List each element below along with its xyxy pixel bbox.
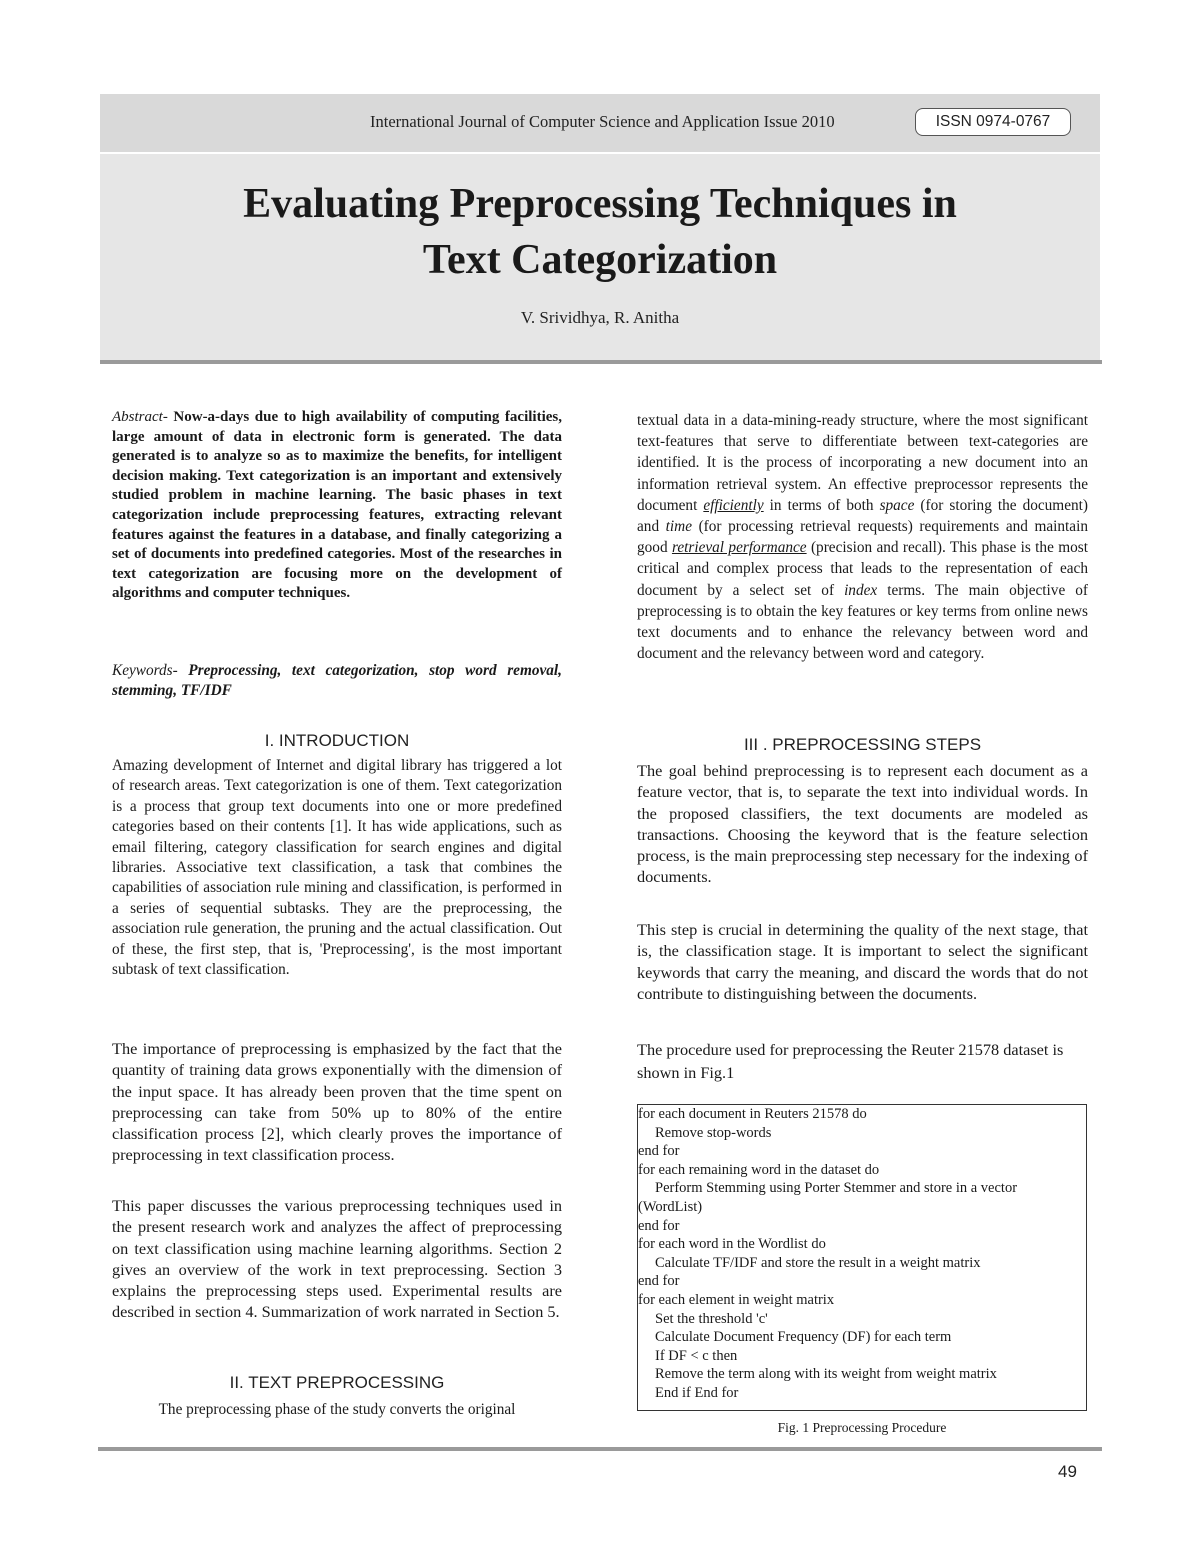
- emphasis-efficiently: efficiently: [703, 496, 764, 514]
- text-run: (for storing the document) and: [637, 496, 1088, 536]
- procedure-line: (WordList): [638, 1198, 703, 1215]
- figure-caption: Fig. 1 Preprocessing Procedure: [777, 1420, 947, 1435]
- intro-paragraph-3: This paper discusses the various preprocessing techniques used in the present research work and analyzes the affect of preprocessing on text classification using machine learning algorithms. Section 2 gives an overview of the work in text preprocessing. Section 3 explains the preprocessing steps used. Experimental results are described in section 4. Summarization of work narrated in Section 5.: [112, 1196, 562, 1322]
- abstract-text: Now-a-days due to high availability of computing facilities, large amount of data in electronic form is generated. The data generated is to analyze so as to maximize the benefits, for intelligent decision making. Text categorization is an important and extensively studied problem in machine learning. The basic phases in text categorization include preprocessing features, extracting relevant features against the features in a database, and finally categorizing a set of documents into predefined categories. Most of the researches in text categorization are focusing more on the development of algorithms and computer techniques.: [112, 409, 562, 602]
- emphasis-index: index: [844, 581, 878, 599]
- procedure-line: Remove stop-words: [655, 1124, 772, 1141]
- intro-paragraph-2: The importance of preprocessing is emphasized by the fact that the quantity of training data grows exponentially with the dimension of the input space. It has already been proven that the time spent on preprocessing can take from 50% up to 80% of the entire classification process [2], which clearly proves the importance of preprocessing in text classification process.: [112, 1039, 562, 1165]
- right-paragraph-4: The procedure used for preprocessing the Reuter 21578 dataset is shown in Fig.1: [637, 1040, 1064, 1082]
- emphasis-retrieval-performance: retrieval performance: [671, 539, 807, 557]
- right-paragraph-3: This step is crucial in determining the quality of the next stage, that is, the classification stage. It is important to select the significant keywords that carry the meaning, and discard the words that do not contribute to distinguishing between the documents.: [637, 920, 1088, 1003]
- procedure-line: end for: [638, 1217, 680, 1234]
- emphasis-time: time: [665, 518, 693, 536]
- title-band-rule: [100, 360, 1102, 364]
- text-run: textual data in a data-mining-ready structure, where the most significant text-features that serve to differentiate between text-categories are identified. It is the process of incorporating a new document into an information retrieval system. An effective preprocessor represents the document: [637, 412, 1088, 514]
- procedure-line: Set the threshold 'c': [655, 1310, 768, 1327]
- title-line-2: Text Categorization: [422, 237, 778, 283]
- right-paragraph-2: The goal behind preprocessing is to represent each document as a feature vector, that is, to separate the text into individual words. In the proposed classifiers, the text documents are modeled as transactions. Choosing the keyword that is the feature selection process, is the main preprocessing step necessary for the indexing of documents.: [637, 761, 1088, 887]
- procedure-line: for each word in the Wordlist do: [638, 1236, 826, 1253]
- keywords: [112, 661, 562, 701]
- emphasis-space: space: [879, 496, 915, 514]
- title-line-1: Evaluating Preprocessing Techniques in: [243, 181, 957, 227]
- intro-paragraph-1: Amazing development of Internet and digital library has triggered a lot of research areas. Text categorization is one of them. Text categorization is a process that group text documents into one or more predefined categories based on their contents [1]. It has wide applications, such as email filtering, category classification for search engines and digital libraries. Associative text classification, a task that combines the capabilities of association rule mining and classification, is performed in a series of sequential subtasks. They are the preprocessing, the association rule generation, the pruning and the actual classification. Out of these, the first step, that is, 'Preprocessing', is the most important subtask of text classification.: [112, 757, 562, 979]
- section-heading-introduction: I. INTRODUCTION: [264, 731, 410, 750]
- issn-badge: ISSN 0974-0767: [915, 108, 1071, 136]
- section-heading-preprocessing-steps: III . PREPROCESSING STEPS: [743, 735, 982, 754]
- procedure-line: Perform Stemming using Porter Stemmer and store in a vector: [655, 1180, 1018, 1197]
- preprocessing-procedure-box: [637, 1104, 1087, 1411]
- paper-authors: V. Srividhya, R. Anitha: [520, 308, 680, 327]
- journal-name: International Journal of Computer Science and Application Issue 2010: [370, 112, 835, 131]
- text-run: (precision and recall). This phase is the most critical and complex process that leads to the representation of each document by a select set of: [637, 539, 1088, 599]
- abstract: [112, 408, 562, 604]
- text-run: terms. The main objective of preprocessing is to obtain the key features or key terms from online news text documents and to enhance the relevancy between word and document and the relevancy between word and category.: [637, 581, 1088, 663]
- section-heading-text-preprocessing: II. TEXT PREPROCESSING: [229, 1373, 445, 1392]
- procedure-line: for each document in Reuters 21578 do: [638, 1106, 867, 1122]
- section2-first-line: The preprocessing phase of the study converts the original: [158, 1401, 516, 1418]
- procedure-line: for each element in weight matrix: [638, 1291, 835, 1308]
- text-run: in terms of both: [763, 496, 880, 514]
- text-run: (for processing retrieval requests) requirements and maintain good: [637, 518, 1088, 557]
- procedure-line: Calculate Document Frequency (DF) for each term: [655, 1329, 952, 1346]
- keywords-label: Keywords-: [112, 662, 178, 679]
- procedure-line: end for: [638, 1273, 680, 1290]
- right-paragraph-1: [637, 410, 1088, 664]
- procedure-line: for each remaining word in the dataset do: [638, 1161, 880, 1178]
- procedure-line: Remove the term along with its weight from weight matrix: [655, 1366, 997, 1383]
- procedure-line: End if End for: [655, 1384, 739, 1401]
- procedure-lines: [638, 1105, 1086, 1403]
- procedure-line: Calculate TF/IDF and store the result in a weight matrix: [655, 1254, 981, 1271]
- abstract-label: Abstract-: [112, 409, 168, 425]
- procedure-line: If DF < c then: [655, 1347, 738, 1364]
- paper-title: [100, 176, 1100, 288]
- keywords-text: Preprocessing, text categorization, stop word removal, stemming, TF/IDF: [112, 662, 562, 699]
- page-number: 49: [1058, 1462, 1077, 1481]
- procedure-line: end for: [638, 1143, 680, 1160]
- footer-rule: [98, 1447, 1102, 1451]
